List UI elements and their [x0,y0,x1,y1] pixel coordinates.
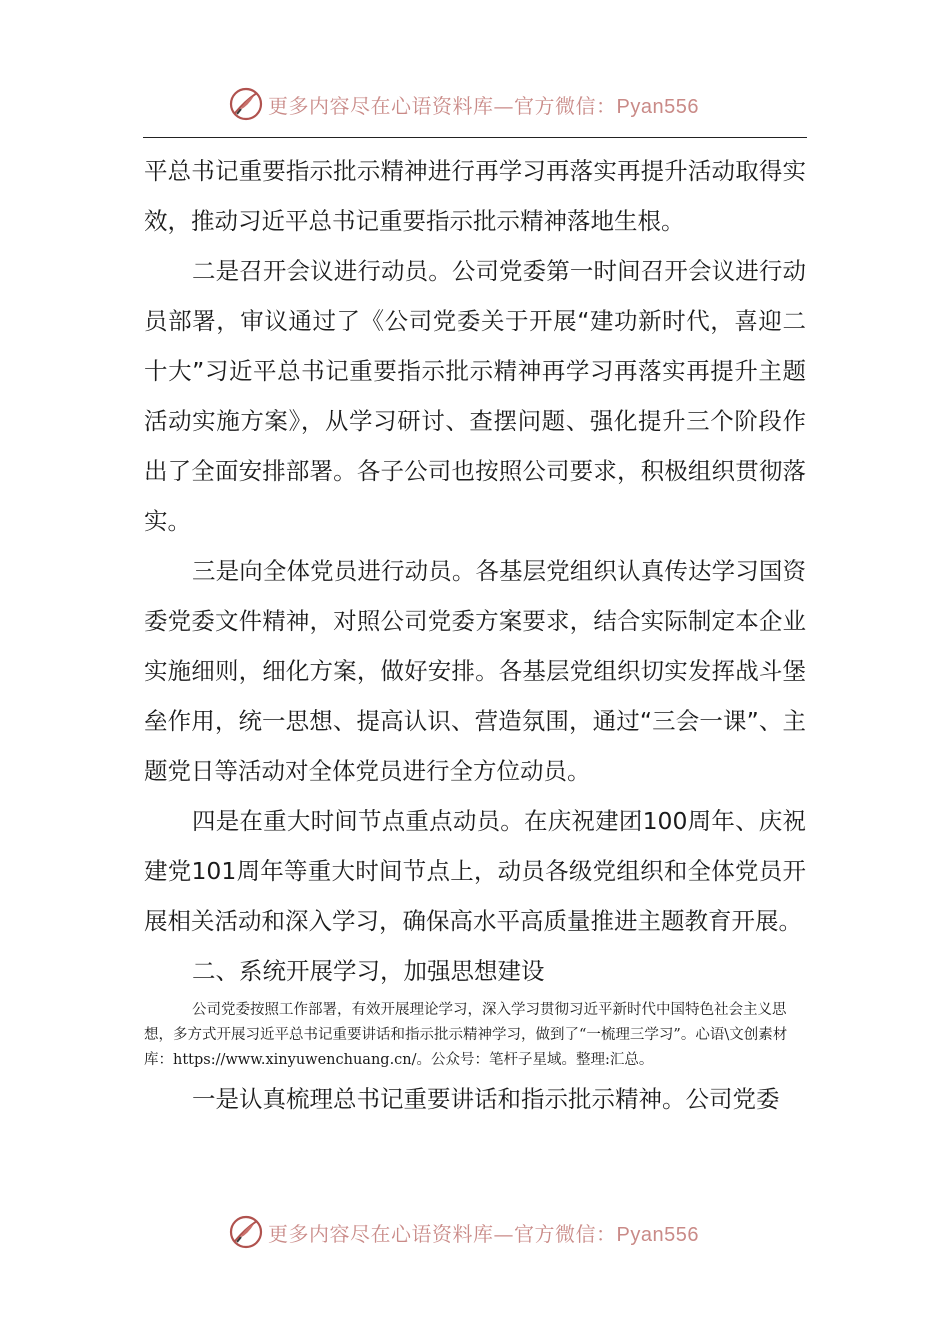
paragraph-2: 二是召开会议进行动员。公司党委第一时间召开会议进行动员部署，审议通过了《公司党委关于开展“建功新时代，喜迎二十大”习近平总书记重要指示批示精神再学习再落实再提升主题活动实施方案》，从学习研讨、查摆问题、强化提升三个阶段作出了全面安排部署。各子公司也按照公司要求，积极组织贯彻落实。 [144,257,806,535]
header-banner [228,84,748,124]
banner-wechat-id: Pyan556 [616,95,699,118]
paragraph-4: 四是在重大时间节点重点动员。在庆祝建团100周年、庆祝建党101周年等重大时间节点上，动员各级党组织和全体党员开展相关活动和深入学习，确保高水平高质量推进主题教育开展。 [144,807,806,935]
banner-text: 更多内容尽在心语资料库—官方微信： [268,93,617,118]
banner-text: 更多内容尽在心语资料库—官方微信： [268,1221,617,1246]
section-heading: 二、系统开展学习，加强思想建设 [192,957,545,985]
paragraph-5: 一是认真梳理总书记重要讲话和指示批示精神。公司党委 [192,1085,780,1113]
quill-logo-icon [228,86,264,122]
paragraph-3: 三是向全体党员进行动员。各基层党组织认真传达学习国资委党委文件精神，对照公司党委方案要求，结合实际制定本企业实施细则，细化方案，做好安排。各基层党组织切实发挥战斗堡垒作用，统一思想、提高认识、营造氛围，通过“三会一课”、主题党日等活动对全体党员进行全方位动员。 [144,557,806,785]
footer-banner [228,1212,748,1252]
quill-logo-icon [228,1214,264,1250]
document-body [144,146,806,1124]
paragraph-1: 平总书记重要指示批示精神进行再学习再落实再提升活动取得实效，推动习近平总书记重要指示批示精神落地生根。 [144,157,806,235]
header-rule [143,137,807,138]
small-paragraph: 公司党委按照工作部署，有效开展理论学习，深入学习贯彻习近平新时代中国特色社会主义思想，多方式开展习近平总书记重要讲话和指示批示精神学习，做到了“一梳理三学习”。心语\文创素材库：https://www.xinyuwenchuang.cn/。公众号：笔杆子星域。整理:汇总。 [144,1002,788,1068]
banner-wechat-id: Pyan556 [616,1223,699,1246]
